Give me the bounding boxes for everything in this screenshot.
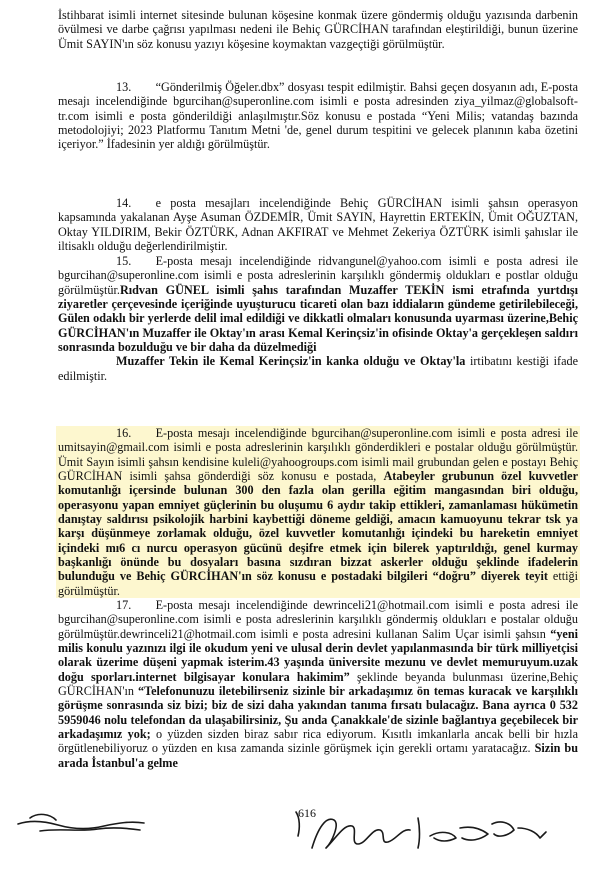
item-15-bold-conclusion: Muzaffer Tekin ile Kemal Kerinçsiz'in kanka olduğu ve Oktay'la — [116, 354, 466, 369]
item-15-tail: irtibatını kestiği ifade edilmiştir. — [58, 354, 579, 383]
item-15-bold-statement: Rıdvan GÜNEL isimli şahıs tarafından Muzaffer TEKİN ismi etrafında yurtdışı ziyaretler çerçevesinde içeriğinde uyuşturucu ticareti olan bazı iddiaların gündeme getirilebileceği, Gülen odaklı bir yerlerde delil imal edildiği ve dikkatli olmaları konusunda uyarması üzerine,Behiç GÜRCİHAN'ın Muzaffer ile Oktay'ın arası Kemal Kerinçsiz'in ofisinde Oktay'a gerçekleşen saldırı sonrasında bozulduğu ve bir daha da düzelmediği — [58, 282, 578, 355]
item-17-intro: 17. E-posta mesajı incelendiğinde dewrinceli21@hotmail.com isimli e posta adresi ile bgurcihan@superonline.com isimli e posta adreslerinin karşılıklı göndermiş oldukları e postalar olduğu görülmüştür.dewrinceli21@hotmail.com isimli e posta adresini kullanan Salim Uçar isimli şahsın — [58, 598, 578, 641]
paragraph-13 — [58, 80, 578, 152]
item-16-text — [58, 426, 578, 598]
paragraph-14 — [58, 196, 578, 253]
item-17-middle: şeklinde beyanda bulunması üzerine,Behiç GÜRCİHAN'ın — [58, 669, 578, 699]
paragraph-intro — [58, 8, 578, 51]
item-17-text — [58, 598, 578, 770]
item-15-conclusion — [58, 354, 578, 383]
item-16-tail: ettiği görülmüştür. — [58, 569, 578, 598]
item-14-text: 14. e posta mesajları incelendiğinde Behiç GÜRCİHAN isimli şahsın operasyon kapsamında yakalanan Ayşe Asuman ÖZDEMİR, Ümit SAYIN, Hayrettin ERTEKİN, Ümit OĞUZTAN, Oktay YILDIRIM, Bekir ÖZTÜRK, Adnan AKFIRAT ve Mehmet Zekeriya ÖZTÜRK isimli şahıslar ile iltisaklı olduğu değerlendirilmiştir. — [58, 196, 578, 254]
item-17-quote-1: “yeni milis konulu yazınızı ilgi ile okudum yeni ve ulusal derin devlet yapılanmasında bir türk milliyetçisi olarak üzerime düşeni yapmak isterim.43 yaşında üniversite mezunu ve devlet memuruyum.uzak doğu sporları.internet bilgisayar konulara hakimim” — [58, 626, 578, 684]
paragraph-17 — [58, 598, 578, 770]
item-17-quote-3: Sizin bu arada İstanbul'a gelme — [58, 741, 578, 770]
paragraph-16-highlighted — [56, 426, 580, 598]
item-17-quote-2: “Telefonunuzu iletebilirseniz sizinle bir arkadaşımız ön temas kuracak ve karşılıklı görüşme sonrasında siz bizi; biz de sizi daha yakından tanıma fırsatı bulacağız. Bana ayrıca 0 532 5959046 nolu telefondan da ulaşabilirsiniz, Şu anda Çanakkale'de sizinle bağlantıya geçebilecek bir arkadaşımız yok; — [58, 684, 579, 742]
item-16-bold-statement: Atabeyler grubunun özel kuvvetler komutanlığı içersinde bulunan 300 den fazla olan gerilla eğitim mangasından biri olduğu, operasyonu yapan emniyet güçlerinin bu oluşumu 6 aydır takip ettikleri, zamanlaması hükümetin danıştay saldırısı psikolojik harbini kaybettiği döneme geldiği, amacın kamuoyunu tekrar tsk ya karşı düşünmeye zorlamak olduğu, özel kuvvetler komutanlığı içindeki bu hareketin emniyet içindeki mı6 cı nurcu operasyon gücünü deşifre etmek için bilerek yaptırıldığı, genel kurmay başkanlığı önünde bu dosyaları basına sızdıran bizzat askerler olduğu şeklinde ifadelerin bulunduğu ve Behiç GÜRCİHAN'ın söz konusu e postadaki bilgileri “doğru” diyerek teyit — [58, 469, 579, 584]
item-15-intro: 15. E-posta mesajı incelendiğinde ridvangunel@yahoo.com isimli e posta adresi ile bgurcihan@superonline.com isimli e posta adreslerinin karşılıklı göndermiş oldukları e postlar olduğu görülmüştür. — [58, 254, 578, 297]
item-13-text: 13. “Gönderilmiş Öğeler.dbx” dosyası tespit edilmiştir. Bahsi geçen dosyanın adı, E-posta mesajı incelendiğinde bgurcihan@superonline.com isimli e posta adresinden ziya_yilmaz@globalsoft-tr.com isimli e posta gönderildiği anlaşılmıştır.Söz konusu e postada “Yeni Milis; vatandaş bazında metodolojiyi; 2023 Platformu Tanıtım Metni 'de, genel durum tespitini ve gelecek planının kaba özetini içeriyor.” İfadesinin yer aldığı görülmüştür. — [58, 80, 578, 152]
intro-text: İstihbarat isimli internet sitesinde bulunan köşesine konmak üzere göndermiş olduğu yazısında darbenin övülmesi ve darbe çağrısı yapılması nedeni ile Behiç GÜRCİHAN tarafından eleştirildiği, bunun üzerine Ümit SAYIN'ın söz konusu yazıyı köşesine koymaktan vazgeçtiği görülmüştür. — [58, 8, 578, 51]
paragraph-15 — [58, 254, 578, 383]
item-15-text — [58, 254, 578, 354]
item-16-intro: 16. E-posta mesajı incelendiğinde bgurcihan@superonline.com isimli e posta adresi ile umitsayin@gmail.com isimli e posta adreslerinin karşılıklı gönderdikleri e postalar olduğu görülmüştür. Ümit Sayın isimli şahsın kendisine kuleli@yahoogroups.com isimli mail grubundan gelen e postayı Behiç GÜRCİHAN isimli şahsa gönderdiği söz konusu e postada, — [58, 426, 578, 484]
page-number: 616 — [298, 806, 316, 820]
item-17-plain: o yüzden sizden biraz sabır rica ediyorum. Kısıtlı imkanlarla ancak belli bir hızla örgütlenebiliyoruz o yüzden en kısa zamanda sizinle görüşmek için gerekli ortamı yaratacağız. — [58, 727, 578, 756]
